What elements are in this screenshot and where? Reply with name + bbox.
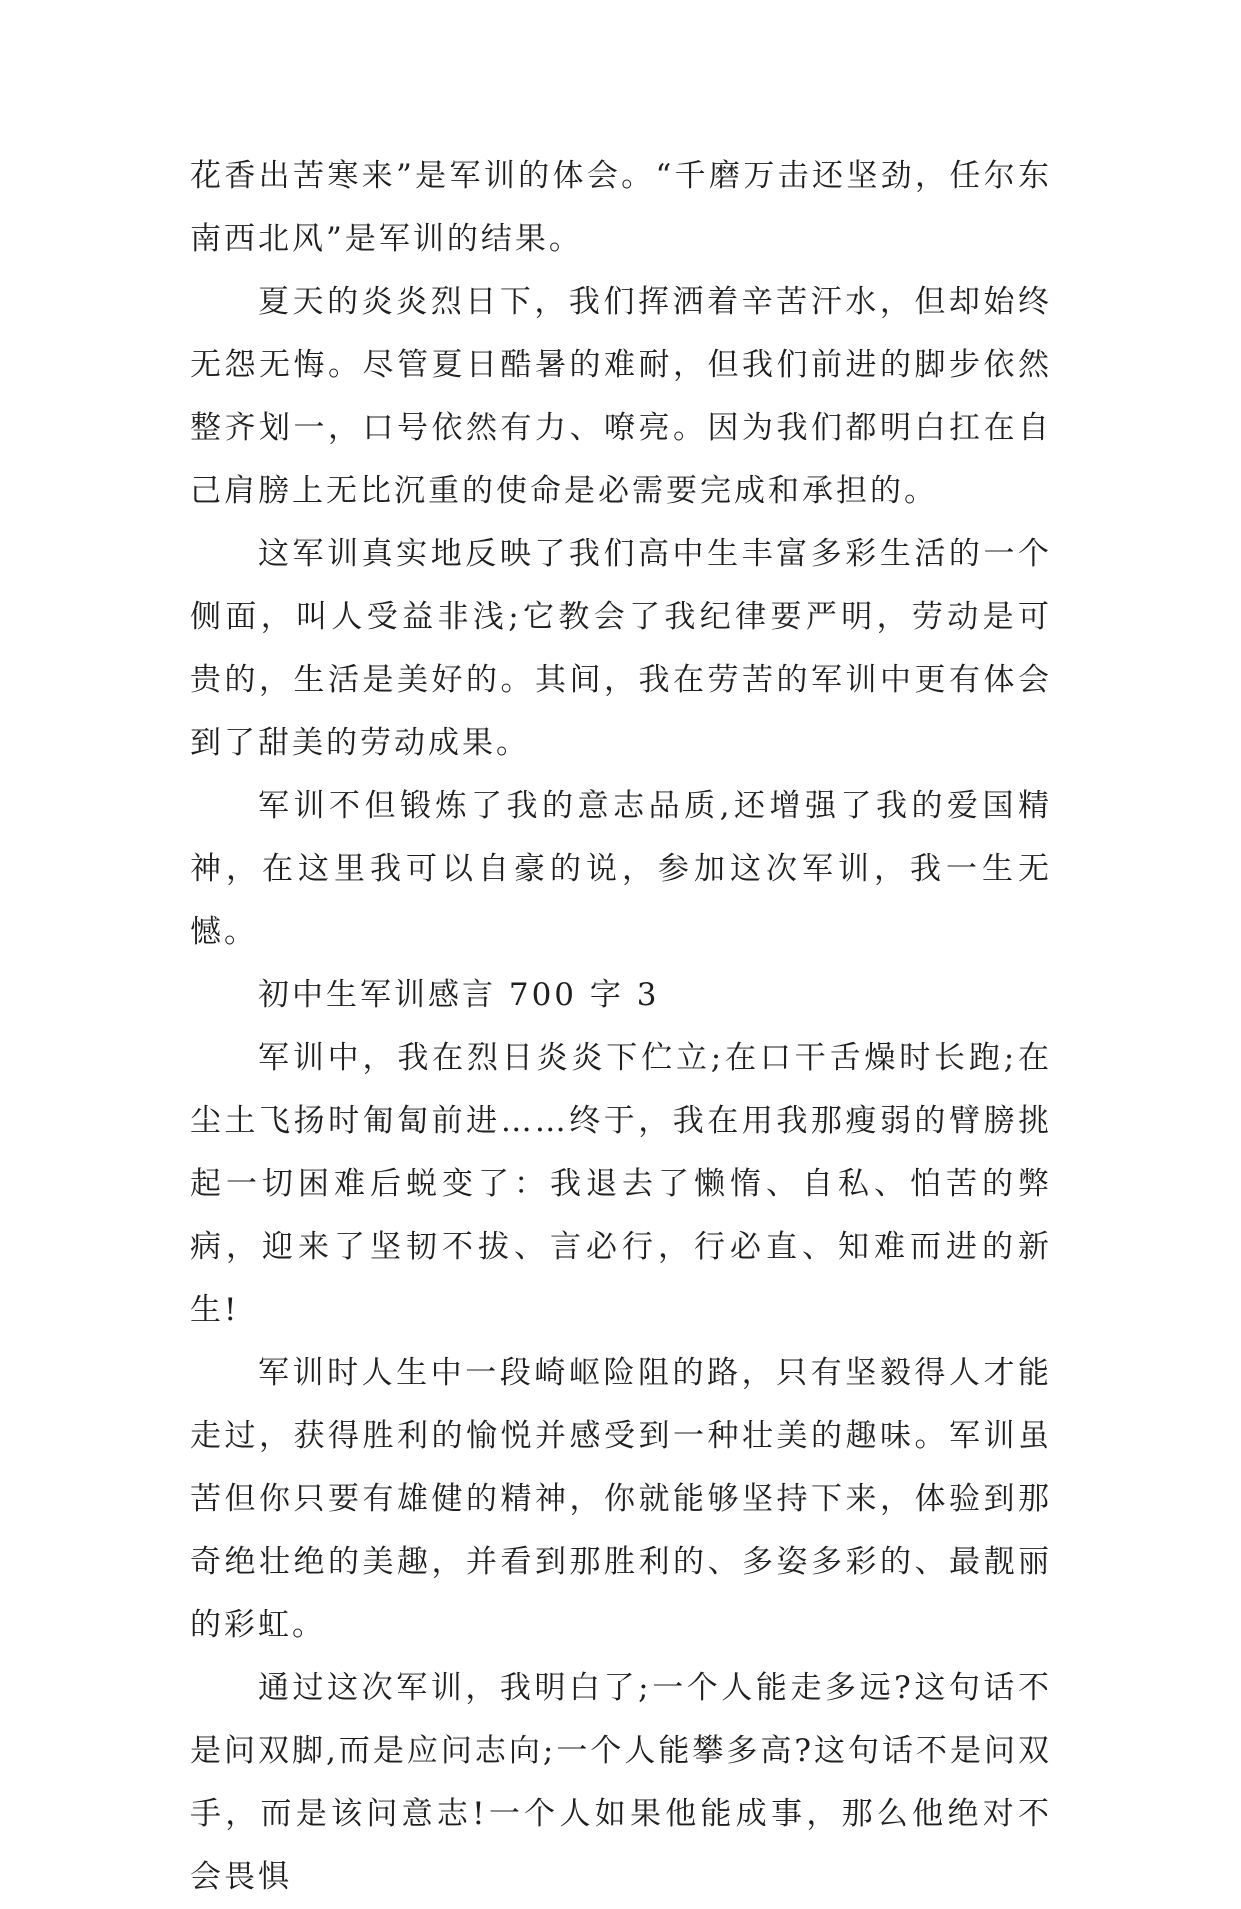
document-body bbox=[190, 145, 1052, 1909]
paragraph-continuation: 花香出苦寒来”是军训的体会。“千磨万击还坚劲，任尔东南西北风”是军训的结果。 bbox=[190, 158, 1052, 257]
section-heading: 初中生军训感言 700 字 3 bbox=[258, 977, 660, 1013]
paragraph-lesson: 通过这次军训，我明白了;一个人能走多远?这句话不是问双脚,而是应问志向;一个人能攀多高?这句话不是问双手，而是该问意志!一个人如果他能成事，那么他绝对不会畏惧 bbox=[190, 1670, 1052, 1895]
paragraph-reflection: 这军训真实地反映了我们高中生丰富多彩生活的一个侧面，叫人受益非浅;它教会了我纪律要严明，劳动是可贵的，生活是美好的。其间，我在劳苦的军训中更有体会到了甜美的劳动成果。 bbox=[190, 536, 1052, 761]
paragraph-summer-training: 夏天的炎炎烈日下，我们挥洒着辛苦汗水，但却始终无怨无悔。尽管夏日酷暑的难耐，但我们前进的脚步依然整齐划一，口号依然有力、嘹亮。因为我们都明白扛在自己肩膀上无比沉重的使命是必需要完成和承担的。 bbox=[190, 284, 1052, 509]
paragraph-transformation: 军训中，我在烈日炎炎下伫立;在口干舌燥时长跑;在尘土飞扬时匍匐前进……终于，我在用我那瘦弱的臂膀挑起一切困难后蜕变了：我退去了懒惰、自私、怕苦的弊病，迎来了坚韧不拔、言必行，行必直、知难而进的新生! bbox=[190, 1040, 1052, 1328]
paragraph-rough-road: 军训时人生中一段崎岖险阻的路，只有坚毅得人才能走过，获得胜利的愉悦并感受到一种壮美的趣味。军训虽苦但你只要有雄健的精神，你就能够坚持下来，体验到那奇绝壮绝的美趣，并看到那胜利的、多姿多彩的、最靓丽的彩虹。 bbox=[190, 1355, 1052, 1643]
paragraph-patriotism: 军训不但锻炼了我的意志品质,还增强了我的爱国精神，在这里我可以自豪的说，参加这次军训，我一生无憾。 bbox=[190, 788, 1052, 950]
